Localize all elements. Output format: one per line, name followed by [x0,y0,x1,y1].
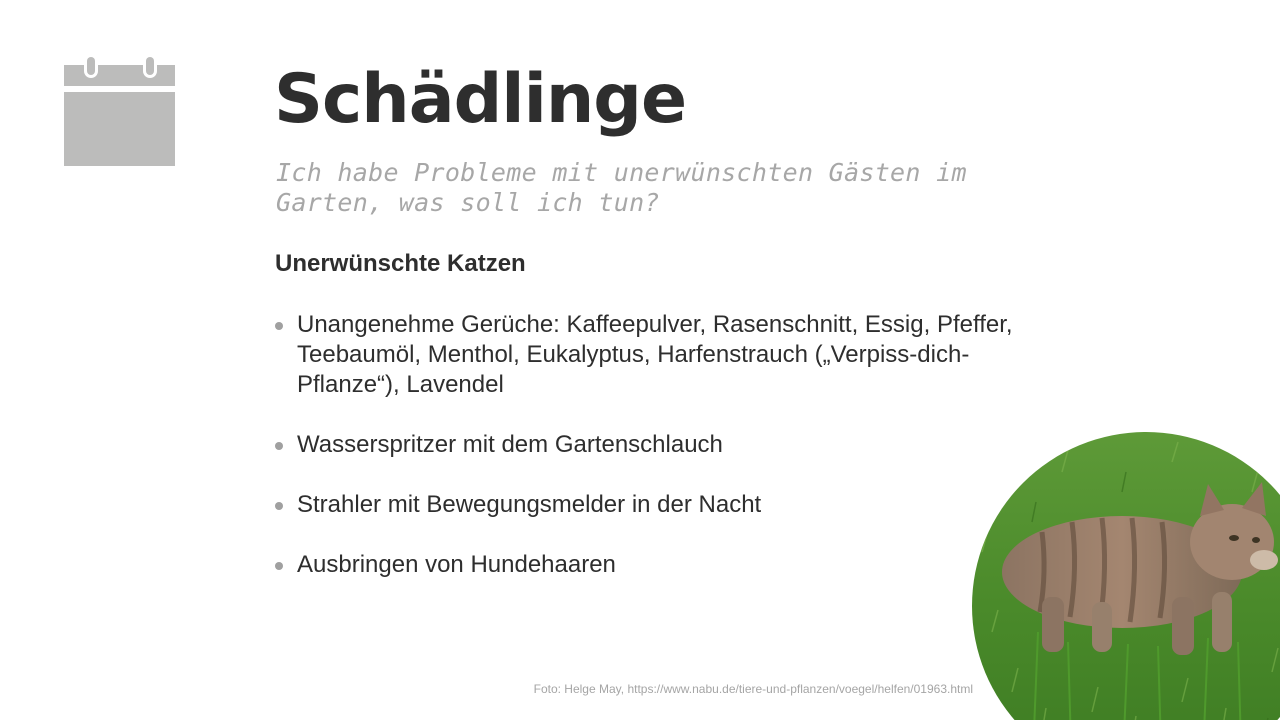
bullet-dot [275,442,283,450]
bullet-dot [275,322,283,330]
list-item [275,490,1055,520]
bullet-dot [275,502,283,510]
bullet-list [275,310,1055,610]
slide-title: Schädlinge [274,60,687,139]
bullet-dot [275,562,283,570]
list-item [275,310,1055,400]
list-item [275,430,1055,460]
slide-subtitle: Ich habe Probleme mit unerwünschten Gästen im Garten, was soll ich tun? [276,158,967,217]
list-item-text: Strahler mit Bewegungsmelder in der Nacht [297,491,762,518]
section-heading: Unerwünschte Katzen [275,250,526,277]
calendar-icon [64,54,175,166]
list-item-text: Unangenehme Gerüche: Kaffeepulver, Rasenschnitt, Essig, Pfeffer, Teebaumöl, Menthol, Eukalyptus, Harfenstrauch („Verpiss-dich-Pflanze“), Lavendel [297,311,1013,398]
photo-credit: Foto: Helge May, https://www.nabu.de/tiere-und-pflanzen/voegel/helfen/01963.html [533,682,973,696]
list-item [275,550,1055,580]
list-item-text: Ausbringen von Hundehaaren [297,551,616,578]
list-item-text: Wasserspritzer mit dem Gartenschlauch [297,431,723,458]
